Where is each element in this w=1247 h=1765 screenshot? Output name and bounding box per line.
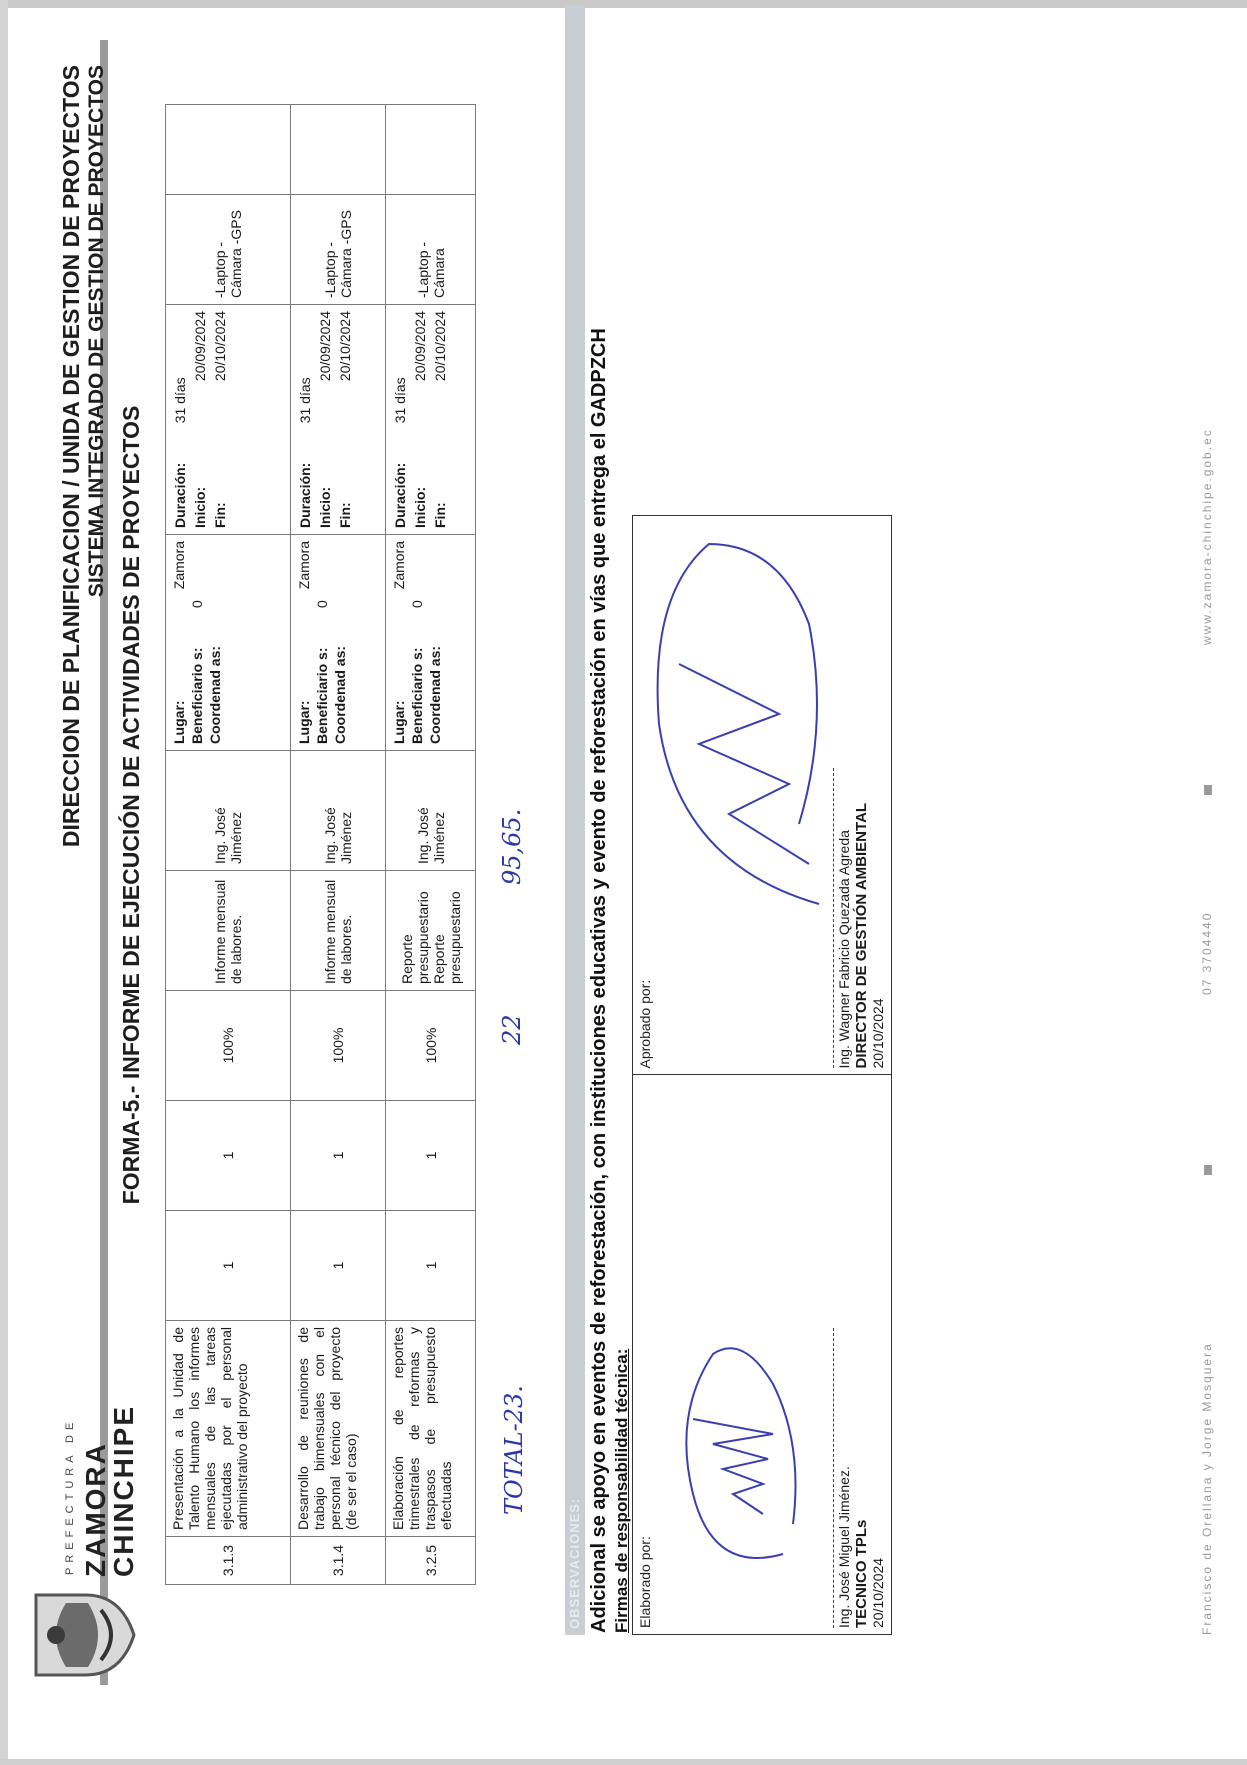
footer-address: Francisco de Orellana y Jorge Mosquera bbox=[1200, 1342, 1214, 1635]
activity-description bbox=[386, 1321, 476, 1537]
signatures-title: Firmas de responsabilidad técnica: bbox=[612, 1348, 631, 1633]
start-date: 20/09/2024 bbox=[412, 311, 428, 382]
place-value: Zamora bbox=[391, 541, 407, 590]
footer-separator bbox=[1204, 1165, 1212, 1175]
schedule-table bbox=[170, 311, 230, 528]
beneficiaries-value: 0 bbox=[409, 600, 425, 608]
beneficiaries-value: 0 bbox=[314, 600, 330, 608]
footer bbox=[1200, 15, 1224, 1635]
place-value: Zamora bbox=[171, 541, 187, 590]
start-label: Inicio: bbox=[192, 486, 208, 528]
end-label: Fin: bbox=[337, 502, 353, 528]
approved-by-name: Ing. Wagner Fabricio Quezada Agreda bbox=[836, 830, 852, 1069]
coordinates-label: Coordenad as: bbox=[427, 645, 443, 744]
beneficiaries-value: 0 bbox=[189, 600, 205, 608]
approved-by-cell bbox=[633, 516, 892, 1076]
duration-label: Duración: bbox=[297, 462, 313, 528]
coordinates-value bbox=[331, 541, 349, 608]
coordinates-label: Coordenad as: bbox=[332, 645, 348, 744]
activity-description-text: Elaboración de reportes trimestrales de reformas y traspasos de presupuesto efectuadas bbox=[390, 1327, 454, 1530]
activity-code: 3.1.4 bbox=[291, 1537, 386, 1585]
place-label: Lugar: bbox=[296, 700, 312, 744]
duration-label: Duración: bbox=[392, 462, 408, 528]
beneficiaries-label: Beneficiario s: bbox=[189, 647, 205, 744]
observations-label: OBSERVACIONES: bbox=[567, 1497, 582, 1629]
responsible: Ing. José Jiménez bbox=[166, 751, 291, 871]
schedule-info bbox=[166, 305, 291, 535]
resources: -Laptop -Cámara bbox=[386, 195, 476, 305]
coordinates-label: Coordenad as: bbox=[207, 645, 223, 744]
executed-quantity: 1 bbox=[291, 1101, 386, 1211]
place-info-table bbox=[390, 541, 444, 744]
executed-quantity: 1 bbox=[386, 1101, 476, 1211]
observations-bar bbox=[565, 5, 585, 1635]
footer-phone: 07 3704440 bbox=[1200, 911, 1214, 995]
place-info bbox=[291, 535, 386, 751]
activity-row bbox=[291, 105, 386, 1585]
approved-signature-block bbox=[833, 769, 887, 1069]
activity-code: 3.1.3 bbox=[166, 1537, 291, 1585]
schedule-info bbox=[291, 305, 386, 535]
activity-description bbox=[166, 1321, 291, 1537]
end-date: 20/10/2024 bbox=[337, 311, 353, 382]
place-value: Zamora bbox=[296, 541, 312, 590]
prepared-by-position: TECNICO TPLs bbox=[853, 1519, 870, 1628]
logo-pretitle: PREFECTURA DE bbox=[64, 1417, 76, 1575]
executed-quantity: 1 bbox=[166, 1101, 291, 1211]
execution-percent: 100% bbox=[166, 991, 291, 1101]
place-info-table bbox=[170, 541, 224, 744]
start-date: 20/09/2024 bbox=[192, 311, 208, 382]
schedule-table bbox=[295, 311, 355, 528]
logo-name-line1: ZAMORA bbox=[80, 1442, 111, 1577]
activity-description-text: Presentación a la Unidad de Talento Humano los informes mensuales de las tareas ejecutadas por el personal administrativo del proyecto bbox=[170, 1327, 250, 1530]
footer-separator bbox=[1204, 785, 1212, 795]
schedule-table bbox=[390, 311, 450, 528]
duration-label: Duración: bbox=[172, 462, 188, 528]
place-label: Lugar: bbox=[171, 700, 187, 744]
verification-means: Informe mensual de labores. bbox=[166, 871, 291, 991]
resources: -Laptop -Cámara -GPS bbox=[291, 195, 386, 305]
logo-name-line2: CHINCHIPE bbox=[108, 1404, 139, 1577]
start-label: Inicio: bbox=[412, 486, 428, 528]
duration-value: 31 días bbox=[392, 377, 408, 424]
prepared-by-name: Ing. José Miguel Jiménez. bbox=[836, 1466, 852, 1628]
planned-quantity: 1 bbox=[386, 1211, 476, 1321]
execution-percent: 100% bbox=[291, 991, 386, 1101]
approved-signature-line bbox=[833, 769, 834, 1069]
end-date: 20/10/2024 bbox=[212, 311, 228, 382]
activity-row bbox=[386, 105, 476, 1585]
approved-signature-scribble bbox=[639, 525, 839, 925]
coordinates-value bbox=[426, 541, 444, 608]
end-label: Fin: bbox=[212, 502, 228, 528]
prepared-signature-block bbox=[833, 1328, 887, 1628]
form-title: FORMA-5.- INFORME DE EJECUCIÓN DE ACTIVIDADES DE PROYECTOS bbox=[118, 405, 144, 1205]
additional-note: Adicional se apoyo en eventos de reforestación, con instituciones educativas y evento de reforestación en vías que entrega el GADPZCH bbox=[588, 328, 610, 1633]
start-label: Inicio: bbox=[317, 486, 333, 528]
duration-value: 31 días bbox=[172, 377, 188, 424]
notes-cell bbox=[386, 105, 476, 195]
approved-by-date: 20/10/2024 bbox=[870, 998, 886, 1069]
prepared-signature-line bbox=[833, 1328, 834, 1628]
signatures-table bbox=[632, 515, 892, 1635]
notes-cell bbox=[291, 105, 386, 195]
footer-website: www.zamora-chinchipe.gob.ec bbox=[1200, 428, 1214, 645]
document-title-line2: SISTEMA INTEGRADO DE GESTION DE PROYECTOS bbox=[85, 65, 108, 598]
planned-quantity: 1 bbox=[291, 1211, 386, 1321]
prepared-by-cell bbox=[633, 1075, 892, 1635]
responsible: Ing. José Jiménez bbox=[386, 751, 476, 871]
planned-quantity: 1 bbox=[166, 1211, 291, 1321]
duration-value: 31 días bbox=[297, 377, 313, 424]
activities-table bbox=[165, 104, 476, 1585]
verification-means: Informe mensual de labores. bbox=[291, 871, 386, 991]
prepared-by-date: 20/10/2024 bbox=[870, 1557, 886, 1628]
handwritten-total-percent: 95,65. bbox=[498, 808, 526, 885]
activity-row bbox=[166, 105, 291, 1585]
activity-description bbox=[291, 1321, 386, 1537]
beneficiaries-label: Beneficiario s: bbox=[409, 647, 425, 744]
notes-cell bbox=[166, 105, 291, 195]
execution-percent: 100% bbox=[386, 991, 476, 1101]
approved-by-position: DIRECTOR DE GESTIÓN AMBIENTAL bbox=[853, 802, 870, 1069]
verification-means: Reporte presupuestario Reporte presupuestario bbox=[386, 871, 476, 991]
document-title-line1: DIRECCION DE PLANIFICACION / UNIDA DE GESTION DE PROYECTOS bbox=[58, 65, 84, 848]
activity-code: 3.2.5 bbox=[386, 1537, 476, 1585]
place-info bbox=[166, 535, 291, 751]
approved-by-role: Aprobado por: bbox=[637, 979, 653, 1069]
handwritten-total-quantity: 22 bbox=[498, 1014, 526, 1045]
end-label: Fin: bbox=[432, 502, 448, 528]
place-info bbox=[386, 535, 476, 751]
place-info-table bbox=[295, 541, 349, 744]
resources: -Laptop -Cámara -GPS bbox=[166, 195, 291, 305]
end-date: 20/10/2024 bbox=[432, 311, 448, 382]
prepared-signature-scribble bbox=[653, 1324, 813, 1584]
coordinates-value bbox=[206, 541, 224, 608]
beneficiaries-label: Beneficiario s: bbox=[314, 647, 330, 744]
place-label: Lugar: bbox=[391, 700, 407, 744]
activity-description-text: Desarrollo de reuniones de trabajo bimensuales con el personal técnico del proyecto (de ser el caso) bbox=[295, 1327, 359, 1530]
schedule-info bbox=[386, 305, 476, 535]
responsible: Ing. José Jiménez bbox=[291, 751, 386, 871]
prepared-by-role: Elaborado por: bbox=[637, 1536, 653, 1628]
handwritten-total-label: TOTAL-23. bbox=[500, 1385, 528, 1515]
start-date: 20/09/2024 bbox=[317, 311, 333, 382]
